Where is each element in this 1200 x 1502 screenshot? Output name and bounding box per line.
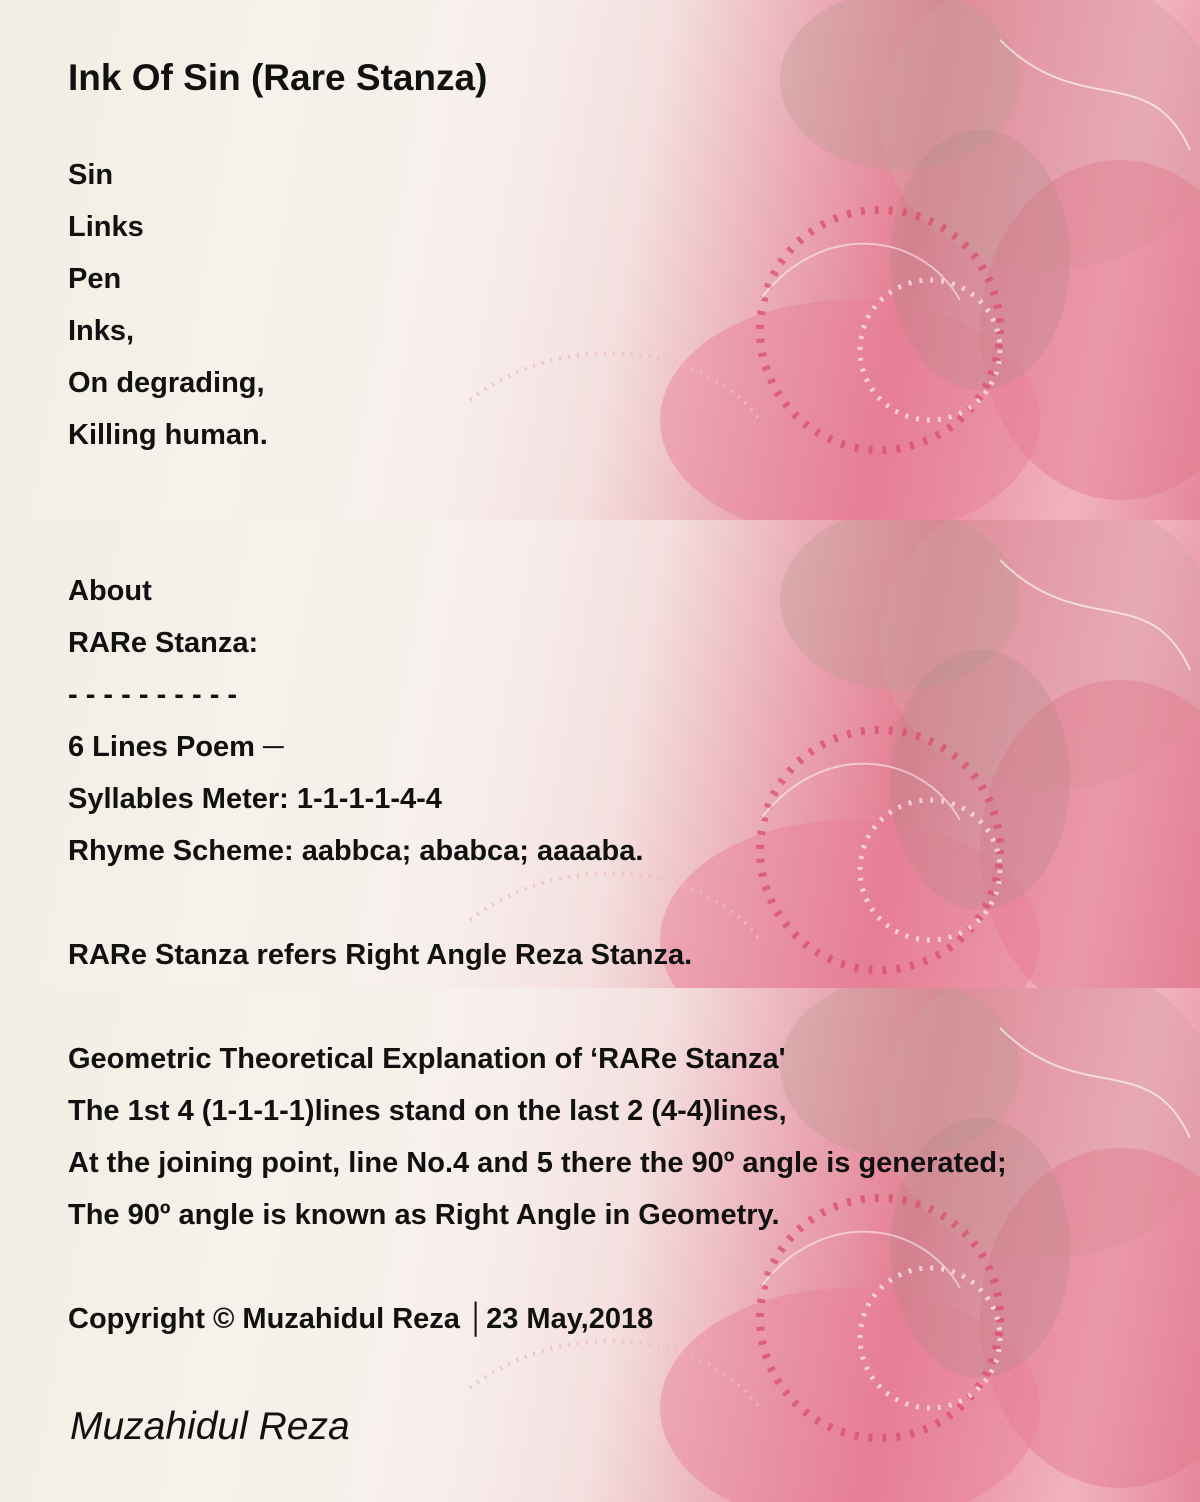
poem-line: About bbox=[68, 575, 152, 607]
poem-title: Ink Of Sin (Rare Stanza) bbox=[68, 57, 488, 98]
poem-line: On degrading, bbox=[68, 367, 265, 399]
poem-line: RARe Stanza: bbox=[68, 627, 259, 659]
poem-line: Links bbox=[68, 211, 144, 243]
poem-line: 6 Lines Poem ─ bbox=[68, 731, 284, 763]
poem-author: Muzahidul Reza bbox=[70, 1405, 350, 1448]
poem-line: Syllables Meter: 1-1-1-1-4-4 bbox=[68, 783, 442, 815]
poem-line: At the joining point, line No.4 and 5 there the 90º angle is generated; bbox=[68, 1147, 1007, 1179]
poem-line: Rhyme Scheme: aabbca; ababca; aaaaba. bbox=[68, 835, 644, 867]
poem-line: The 1st 4 (1-1-1-1)lines stand on the last 2 (4-4)lines, bbox=[68, 1095, 787, 1127]
poem-line: Killing human. bbox=[68, 419, 268, 451]
poem-line: RARe Stanza refers Right Angle Reza Stanza. bbox=[68, 939, 693, 971]
poem-line: Inks, bbox=[68, 315, 135, 347]
poem-line: - - - - - - - - - - bbox=[68, 679, 238, 711]
poem-line: Pen bbox=[68, 263, 122, 295]
copyright-line: Copyright © Muzahidul Reza │23 May,2018 bbox=[68, 1303, 654, 1335]
poem-line: Sin bbox=[68, 159, 114, 191]
poem-line: The 90º angle is known as Right Angle in Geometry. bbox=[68, 1199, 780, 1231]
poem-line: Geometric Theoretical Explanation of ‘RARe Stanza' bbox=[68, 1043, 786, 1075]
